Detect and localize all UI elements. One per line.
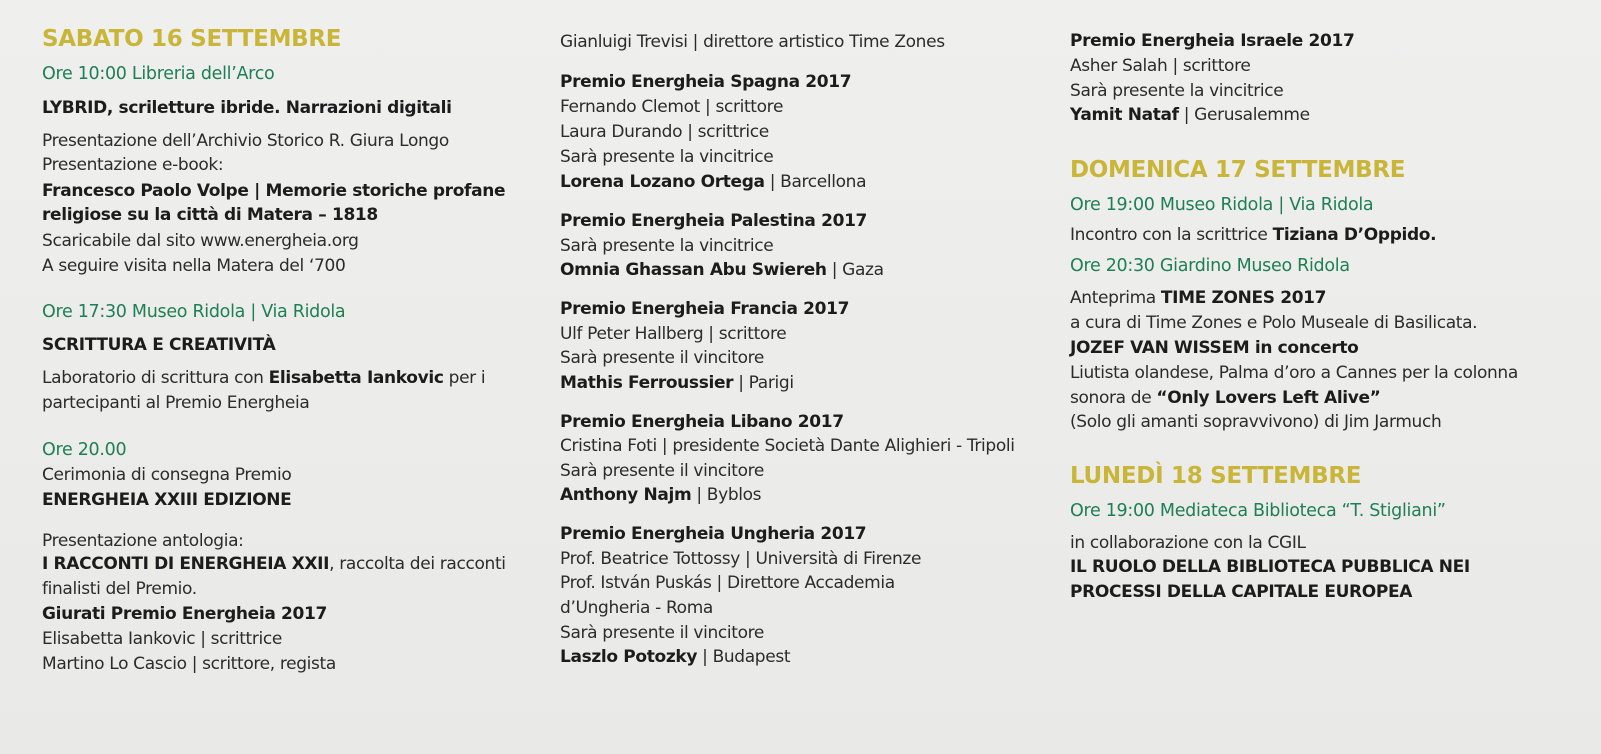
text-line: Presentazione e-book:	[42, 155, 224, 175]
text-line: Cerimonia di consegna Premio	[42, 465, 292, 485]
winner-city: | Parigi	[733, 373, 794, 393]
jury-title: Giurati Premio Energheia 2017	[42, 604, 327, 624]
text-span: Laboratorio di scrittura con	[42, 368, 269, 388]
winner-city: | Gaza	[826, 260, 884, 280]
winner-name: Mathis Ferroussier	[560, 373, 734, 393]
text-line: partecipanti al Premio Energheia	[42, 393, 310, 413]
website-text: Scaricabile dal sito www.energheia.org	[42, 231, 359, 251]
text-line: Cristina Foti | presidente Società Dante Alighieri - Tripoli	[560, 436, 1015, 456]
concert-title: JOZEF VAN WISSEM in concerto	[1070, 338, 1359, 358]
winner-line	[560, 259, 884, 281]
text-span: sonora de	[1070, 388, 1157, 408]
text-span: Incontro con la scrittrice	[1070, 225, 1273, 245]
time-heading: Ore 20.00	[42, 440, 127, 460]
winner-line	[560, 646, 790, 668]
winner-city: | Budapest	[697, 647, 791, 667]
text-line: Prof. Beatrice Tottossy | Università di Firenze	[560, 549, 922, 569]
event-title: LYBRID, scriletture ibride. Narrazioni digitali	[42, 98, 452, 118]
text-line: Sarà presente la vincitrice	[560, 236, 774, 256]
winner-line	[560, 171, 866, 193]
time-heading: Ore 19:00 Museo Ridola | Via Ridola	[1070, 195, 1374, 215]
text-line: Sarà presente il vincitore	[560, 348, 765, 368]
text-line: religiose su la città di Matera – 1818	[42, 205, 378, 225]
prize-title-hungary: Premio Energheia Ungheria 2017	[560, 524, 867, 544]
text-line: a cura di Time Zones e Polo Museale di Basilicata.	[1070, 313, 1478, 333]
text-line: (Solo gli amanti sopravvivono) di Jim Jarmuch	[1070, 412, 1442, 432]
text-line: Francesco Paolo Volpe | Memorie storiche profane	[42, 181, 506, 201]
event-title: IL RUOLO DELLA BIBLIOTECA PUBBLICA NEI	[1070, 557, 1470, 577]
text-line	[1070, 287, 1326, 309]
prize-title-lebanon: Premio Energheia Libano 2017	[560, 412, 844, 432]
text-line	[1070, 387, 1381, 409]
text-span: , raccolta dei racconti	[329, 554, 506, 574]
winner-city: | Gerusalemme	[1178, 105, 1310, 125]
text-line: Laura Durando | scrittrice	[560, 122, 769, 142]
winner-name: Yamit Nataf	[1070, 105, 1179, 125]
winner-line	[1070, 104, 1310, 126]
winner-name: Omnia Ghassan Abu Swiereh	[560, 260, 827, 280]
text-line: Sarà presente la vincitrice	[560, 147, 774, 167]
text-line	[1070, 224, 1436, 246]
prize-title-palestine: Premio Energheia Palestina 2017	[560, 211, 868, 231]
text-span: per i	[443, 368, 486, 388]
text-line: Presentazione antologia:	[42, 531, 244, 551]
text-line: Sarà presente la vincitrice	[1070, 81, 1284, 101]
text-line: Fernando Clemot | scrittore	[560, 97, 784, 117]
winner-city: | Barcellona	[764, 172, 867, 192]
winner-name: Anthony Najm	[560, 485, 692, 505]
text-line: Sarà presente il vincitore	[560, 461, 765, 481]
text-line: A seguire visita nella Matera del ‘700	[42, 256, 346, 276]
text-line: Asher Salah | scrittore	[1070, 56, 1251, 76]
day-heading-saturday: SABATO 16 SETTEMBRE	[42, 26, 342, 52]
text-line: Elisabetta Iankovic | scrittrice	[42, 629, 282, 649]
event-title: ENERGHEIA XXIII EDIZIONE	[42, 490, 292, 510]
time-heading: Ore 17:30 Museo Ridola | Via Ridola	[42, 302, 346, 322]
text-line: Sarà presente il vincitore	[560, 623, 765, 643]
text-line: Prof. István Puskás | Direttore Accademia	[560, 573, 895, 593]
winner-line	[560, 372, 794, 394]
person-name: Tiziana D’Oppido.	[1272, 225, 1437, 245]
day-heading-sunday: DOMENICA 17 SETTEMBRE	[1070, 157, 1406, 183]
prize-title-israel: Premio Energheia Israele 2017	[1070, 31, 1355, 51]
winner-name: Laszlo Potozky	[560, 647, 698, 667]
text-line: Martino Lo Cascio | scrittore, regista	[42, 654, 336, 674]
film-title: “Only Lovers Left Alive”	[1156, 388, 1381, 408]
text-line	[42, 553, 506, 575]
winner-name: Lorena Lozano Ortega	[560, 172, 765, 192]
text-line	[42, 367, 485, 389]
text-line: finalisti del Premio.	[42, 579, 197, 599]
anthology-title: I RACCONTI DI ENERGHEIA XXII	[42, 554, 330, 574]
prize-title-france: Premio Energheia Francia 2017	[560, 299, 850, 319]
event-title: PROCESSI DELLA CAPITALE EUROPEA	[1070, 582, 1413, 602]
person-name: Elisabetta Iankovic	[268, 368, 444, 388]
event-title: SCRITTURA E CREATIVITÀ	[42, 335, 276, 355]
text-line: Ulf Peter Hallberg | scrittore	[560, 324, 787, 344]
text-span: Anteprima	[1070, 288, 1161, 308]
text-line: Liutista olandese, Palma d’oro a Cannes per la colonna	[1070, 363, 1518, 383]
time-heading: Ore 20:30 Giardino Museo Ridola	[1070, 256, 1350, 276]
time-heading: Ore 10:00 Libreria dell’Arco	[42, 64, 275, 84]
event-name: TIME ZONES 2017	[1160, 288, 1327, 308]
time-heading: Ore 19:00 Mediateca Biblioteca “T. Stigliani”	[1070, 501, 1446, 521]
text-line: d’Ungheria - Roma	[560, 598, 713, 618]
winner-line	[560, 484, 761, 506]
text-line: in collaborazione con la CGIL	[1070, 533, 1306, 553]
day-heading-monday: LUNEDÌ 18 SETTEMBRE	[1070, 463, 1362, 489]
text-line: Presentazione dell’Archivio Storico R. Giura Longo	[42, 131, 449, 151]
text-line: Gianluigi Trevisi | direttore artistico Time Zones	[560, 32, 945, 52]
winner-city: | Byblos	[691, 485, 762, 505]
prize-title-spain: Premio Energheia Spagna 2017	[560, 72, 852, 92]
